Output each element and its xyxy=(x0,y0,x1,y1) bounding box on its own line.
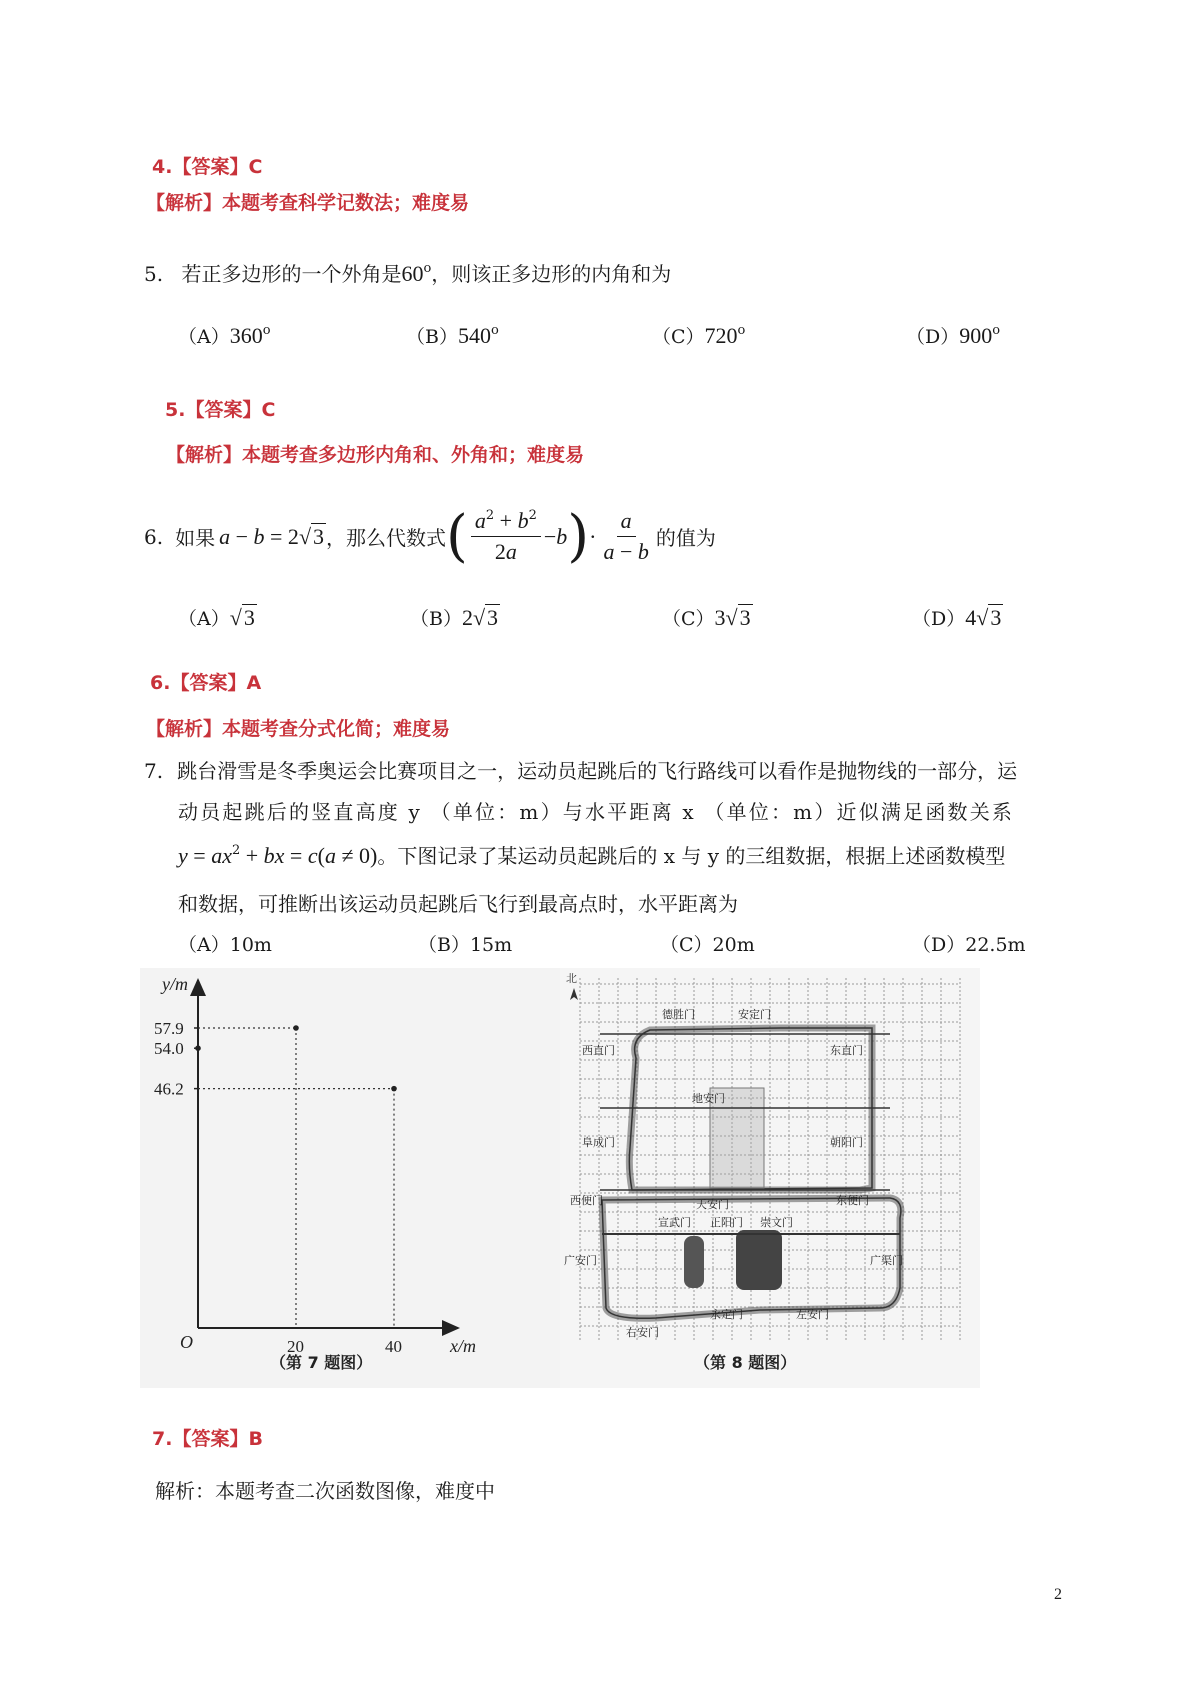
q6-answer-label: 6.【答案】A xyxy=(150,672,262,694)
q4-analysis: 【解析】本题考查科学记数法；难度易 xyxy=(146,192,470,214)
gate-label: 崇文门 xyxy=(760,1216,793,1229)
gate-label: 广渠门 xyxy=(870,1254,903,1267)
gate-label: 西直门 xyxy=(582,1044,615,1057)
gate-label: 德胜门 xyxy=(662,1008,695,1021)
question-5: 5. 若正多边形的一个外角是60$^o$，则该正多边形的内角和为 xyxy=(144,261,672,286)
fraction-2: $\frac{a}{a - b}$ xyxy=(603,508,649,564)
q6-option-b: （B）2√3 xyxy=(410,605,499,630)
q7-option-c: （C）20m xyxy=(660,934,755,956)
data-point xyxy=(391,1086,397,1092)
question-number: 6. xyxy=(144,524,164,549)
gate-label: 右安门 xyxy=(626,1326,659,1339)
question-7-line-3: $y = ax^2$ + bx = c(a ≠ 0)。下图记录了某运动员起跳后的 x 与 y 的三组数据，根据上述函数模型 xyxy=(178,843,1006,868)
angle-value: 60 xyxy=(401,261,424,286)
q6-option-d: （D）4√3 xyxy=(912,605,1002,630)
q7-option-d: （D）22.5m xyxy=(912,934,1026,956)
question-7-line-2: 动员起跳后的竖直高度 y （单位：m）与水平距离 x （单位：m）近似满足函数关系 xyxy=(178,800,1015,824)
origin-label: O xyxy=(180,1332,193,1352)
gate-label: 地安门 xyxy=(692,1092,725,1105)
fraction-1: $\frac{a^2 + b^2}{2a}$ xyxy=(471,508,541,565)
gate-label: 左安门 xyxy=(796,1308,829,1321)
figure-8-caption: （第 8 题图） xyxy=(694,1353,797,1372)
north-label: 北 xyxy=(566,972,577,985)
question-text: 若正多边形的一个外角是 xyxy=(181,262,402,286)
question-number: 7. xyxy=(144,759,164,783)
y-axis-label: y/m xyxy=(162,974,188,994)
gate-label: 阜成门 xyxy=(582,1136,615,1149)
gate-label: 东便门 xyxy=(836,1194,869,1207)
gate-label: 安定门 xyxy=(738,1008,771,1021)
question-7-line-4: 和数据，可推断出该运动员起跳后飞行到最高点时，水平距离为 xyxy=(178,892,738,916)
q5-analysis: 【解析】本题考查多边形内角和、外角和；难度易 xyxy=(166,444,585,466)
gate-label: 东直门 xyxy=(830,1044,863,1057)
q7-answer-label: 7.【答案】B xyxy=(152,1428,263,1450)
data-point xyxy=(293,1025,299,1031)
question-number: 5. xyxy=(144,262,164,286)
q6-option-a: （A）√3 xyxy=(178,605,255,630)
x-axis-label: x/m xyxy=(450,1336,476,1356)
x-tick-label: 40 xyxy=(385,1337,402,1356)
equation-condition: a xyxy=(219,523,231,549)
q5-option-b: （B）540$^o$ xyxy=(406,323,499,348)
gate-label: 朝阳门 xyxy=(830,1136,863,1149)
temple-of-agriculture xyxy=(684,1236,704,1288)
question-7-line-1: 7. 跳台滑雪是冬季奥运会比赛项目之一，运动员起跳后的飞行路线可以看作是抛物线的一部分，运 xyxy=(144,759,1018,783)
y-tick-label: 57.9 xyxy=(154,1019,184,1038)
gate-label: 宣武门 xyxy=(658,1216,691,1229)
q7-analysis: 解析：本题考查二次函数图像，难度中 xyxy=(155,1479,495,1503)
q7-option-b: （B）15m xyxy=(418,934,513,956)
q6-analysis: 【解析】本题考查分式化简；难度易 xyxy=(146,718,451,740)
figure-7-caption: （第 7 题图） xyxy=(270,1353,373,1372)
figure-8-map xyxy=(560,968,980,1388)
question-6: 6. 如果 a − b = 2 √ 3 ，那么代数式 ( $\frac{a^2 + b^2}{2a}$ − b ) · $\frac{a}{a - b}$ 的值为 xyxy=(144,503,716,569)
q5-option-d: （D）900$^o$ xyxy=(906,323,1001,348)
y-tick-label: 46.2 xyxy=(154,1079,184,1099)
x-tick-label: 20 xyxy=(287,1337,304,1356)
page-number: 2 xyxy=(1054,1586,1062,1603)
gate-label: 西便门 xyxy=(570,1194,603,1207)
temple-of-heaven xyxy=(736,1230,782,1290)
q5-answer-label: 5.【答案】C xyxy=(165,399,276,421)
q5-option-c: （C）720$^o$ xyxy=(652,323,746,348)
question-text: ，则该正多边形的内角和为 xyxy=(431,262,672,286)
gate-label: 永定门 xyxy=(710,1308,743,1321)
y-tick-label: 54.0 xyxy=(154,1039,184,1059)
q6-option-c: （C）3√3 xyxy=(662,605,751,630)
figure-7-chart xyxy=(140,968,560,1388)
gate-label: 天安门 xyxy=(696,1198,729,1211)
q5-option-a: （A）360$^o$ xyxy=(178,323,271,348)
gate-label: 正阳门 xyxy=(710,1216,743,1229)
q4-answer-label: 4.【答案】C xyxy=(152,156,263,178)
q7-option-a: （A）10m xyxy=(178,934,272,956)
gate-label: 广安门 xyxy=(564,1254,597,1267)
